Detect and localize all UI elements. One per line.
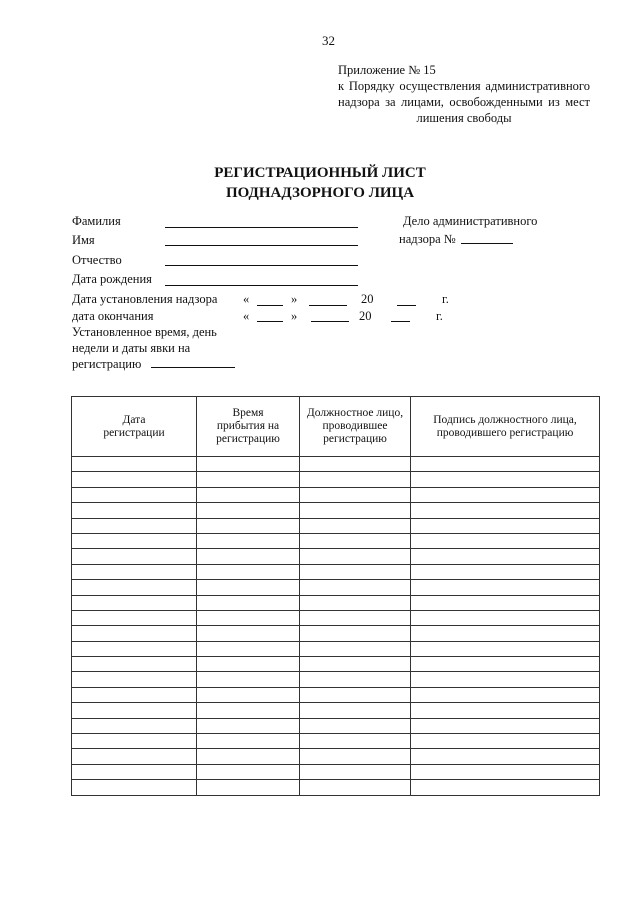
table-cell[interactable] (197, 533, 300, 548)
table-cell[interactable] (300, 687, 411, 702)
table-cell[interactable] (411, 718, 600, 733)
table-header-row (72, 397, 600, 457)
table-cell[interactable] (197, 672, 300, 687)
appendix-line: к Порядку осуществления административного (338, 79, 590, 93)
table-cell[interactable] (300, 718, 411, 733)
start-month-field[interactable] (309, 305, 347, 306)
table-cell[interactable] (72, 472, 197, 487)
table-row (72, 641, 600, 656)
year-suffix: г. (436, 309, 443, 323)
table-cell[interactable] (411, 533, 600, 548)
patronymic-label: Отчество (72, 253, 122, 267)
table-cell[interactable] (411, 626, 600, 641)
table-row (72, 749, 600, 764)
table-cell[interactable] (72, 580, 197, 595)
table-cell[interactable] (72, 595, 197, 610)
table-cell[interactable] (72, 457, 197, 472)
table-cell[interactable] (300, 703, 411, 718)
registration-table (71, 396, 600, 796)
table-cell[interactable] (300, 780, 411, 795)
table-cell[interactable] (411, 503, 600, 518)
quote-close: » (291, 292, 298, 306)
end-month-field[interactable] (311, 321, 349, 322)
table-cell[interactable] (300, 472, 411, 487)
birth-date-field[interactable] (165, 285, 358, 286)
page-number: 32 (322, 33, 335, 48)
table-cell[interactable] (300, 672, 411, 687)
table-cell[interactable] (411, 487, 600, 502)
table-cell[interactable] (300, 734, 411, 749)
name-label: Имя (72, 233, 95, 247)
table-cell[interactable] (411, 672, 600, 687)
year-prefix: 20 (361, 292, 374, 306)
table-row (72, 580, 600, 595)
table-cell[interactable] (197, 626, 300, 641)
table-cell[interactable] (197, 657, 300, 672)
table-cell[interactable] (411, 687, 600, 702)
column-header: Подпись должностного лица, проводившего регистрацию (411, 397, 600, 457)
table-cell[interactable] (72, 764, 197, 779)
table-cell[interactable] (72, 626, 197, 641)
table-cell[interactable] (72, 703, 197, 718)
table-row (72, 657, 600, 672)
table-cell[interactable] (411, 518, 600, 533)
year-prefix: 20 (359, 309, 372, 323)
table-row (72, 457, 600, 472)
table-cell[interactable] (72, 780, 197, 795)
appendix-note (338, 62, 590, 126)
table-cell[interactable] (411, 703, 600, 718)
table-cell[interactable] (197, 564, 300, 579)
start-day-field[interactable] (257, 305, 283, 306)
schedule-label: регистрацию (72, 357, 142, 371)
year-suffix: г. (442, 292, 449, 306)
table-cell[interactable] (411, 641, 600, 656)
table-cell[interactable] (300, 580, 411, 595)
table-cell[interactable] (197, 718, 300, 733)
table-cell[interactable] (300, 610, 411, 625)
quote-open: « (243, 292, 250, 306)
schedule-label: Установленное время, день (72, 325, 217, 339)
table-cell[interactable] (72, 549, 197, 564)
table-cell[interactable] (300, 595, 411, 610)
start-date-label: Дата установления надзора (72, 292, 218, 306)
table-cell[interactable] (197, 472, 300, 487)
table-cell[interactable] (197, 749, 300, 764)
case-label: Дело административного (403, 214, 538, 228)
patronymic-field[interactable] (165, 265, 358, 266)
table-row (72, 518, 600, 533)
table-row (72, 780, 600, 795)
surname-field[interactable] (165, 227, 358, 228)
table-cell[interactable] (411, 780, 600, 795)
table-cell[interactable] (197, 487, 300, 502)
column-header: Дата регистрации (72, 397, 197, 457)
table-cell[interactable] (300, 764, 411, 779)
end-year-field[interactable] (391, 321, 410, 322)
schedule-label: недели и даты явки на (72, 341, 191, 355)
table-row (72, 718, 600, 733)
table-cell[interactable] (72, 610, 197, 625)
table-cell[interactable] (197, 457, 300, 472)
table-row (72, 487, 600, 502)
table-cell[interactable] (72, 518, 197, 533)
table-cell[interactable] (197, 780, 300, 795)
table-cell[interactable] (72, 734, 197, 749)
appendix-line: надзора за лицами, освобожденными из мест (338, 95, 590, 109)
quote-open: « (243, 309, 250, 323)
appendix-line: лишения свободы (416, 111, 512, 125)
table-cell[interactable] (411, 595, 600, 610)
table-cell[interactable] (300, 518, 411, 533)
table-cell[interactable] (300, 549, 411, 564)
table-row (72, 626, 600, 641)
table-row (72, 595, 600, 610)
table-row (72, 687, 600, 702)
end-date-label: дата окончания (72, 309, 154, 323)
table-cell[interactable] (411, 457, 600, 472)
table-cell[interactable] (300, 641, 411, 656)
table-cell[interactable] (197, 734, 300, 749)
table-cell[interactable] (72, 672, 197, 687)
table-cell[interactable] (72, 564, 197, 579)
start-year-field[interactable] (397, 305, 416, 306)
table-cell[interactable] (197, 580, 300, 595)
table-cell[interactable] (411, 764, 600, 779)
table-cell[interactable] (411, 734, 600, 749)
table-cell[interactable] (300, 657, 411, 672)
schedule-field[interactable] (151, 367, 235, 368)
table-cell[interactable] (300, 626, 411, 641)
table-cell[interactable] (411, 657, 600, 672)
table-cell[interactable] (72, 657, 197, 672)
table-cell[interactable] (197, 641, 300, 656)
title-line: ПОДНАДЗОРНОГО ЛИЦА (225, 185, 415, 201)
table-cell[interactable] (411, 610, 600, 625)
table-row (72, 672, 600, 687)
table-cell[interactable] (300, 533, 411, 548)
appendix-line: Приложение № 15 (338, 63, 436, 77)
column-header: Должностное лицо, проводившее регистрацию (300, 397, 411, 457)
name-field[interactable] (165, 245, 358, 246)
table-cell[interactable] (72, 503, 197, 518)
table-row (72, 503, 600, 518)
table-cell[interactable] (72, 487, 197, 502)
table-cell[interactable] (72, 533, 197, 548)
table-cell[interactable] (72, 749, 197, 764)
column-header: Время прибытия на регистрацию (197, 397, 300, 457)
table-cell[interactable] (411, 564, 600, 579)
table-row (72, 472, 600, 487)
table-cell[interactable] (411, 472, 600, 487)
table-cell[interactable] (411, 580, 600, 595)
table-cell[interactable] (300, 749, 411, 764)
case-number-label: надзора № (399, 232, 456, 246)
case-number-field[interactable] (461, 243, 513, 244)
table-cell[interactable] (72, 718, 197, 733)
table-cell[interactable] (300, 457, 411, 472)
table-cell[interactable] (300, 564, 411, 579)
table-cell[interactable] (300, 487, 411, 502)
table-cell[interactable] (411, 749, 600, 764)
page-title (0, 163, 640, 203)
table-row (72, 533, 600, 548)
table-row (72, 734, 600, 749)
table-cell[interactable] (300, 503, 411, 518)
table-cell[interactable] (197, 503, 300, 518)
table-cell[interactable] (197, 595, 300, 610)
table-cell[interactable] (197, 687, 300, 702)
table-cell[interactable] (197, 764, 300, 779)
table-cell[interactable] (197, 518, 300, 533)
title-line: РЕГИСТРАЦИОННЫЙ ЛИСТ (214, 165, 426, 181)
table-row (72, 703, 600, 718)
table-row (72, 549, 600, 564)
quote-close: » (291, 309, 298, 323)
table-cell[interactable] (197, 703, 300, 718)
table-row (72, 764, 600, 779)
table-cell[interactable] (197, 610, 300, 625)
table-cell[interactable] (72, 641, 197, 656)
birth-date-label: Дата рождения (72, 272, 152, 286)
table-cell[interactable] (197, 549, 300, 564)
surname-label: Фамилия (72, 214, 121, 228)
end-day-field[interactable] (257, 321, 283, 322)
table-row (72, 564, 600, 579)
table-cell[interactable] (411, 549, 600, 564)
table-row (72, 610, 600, 625)
table-cell[interactable] (72, 687, 197, 702)
